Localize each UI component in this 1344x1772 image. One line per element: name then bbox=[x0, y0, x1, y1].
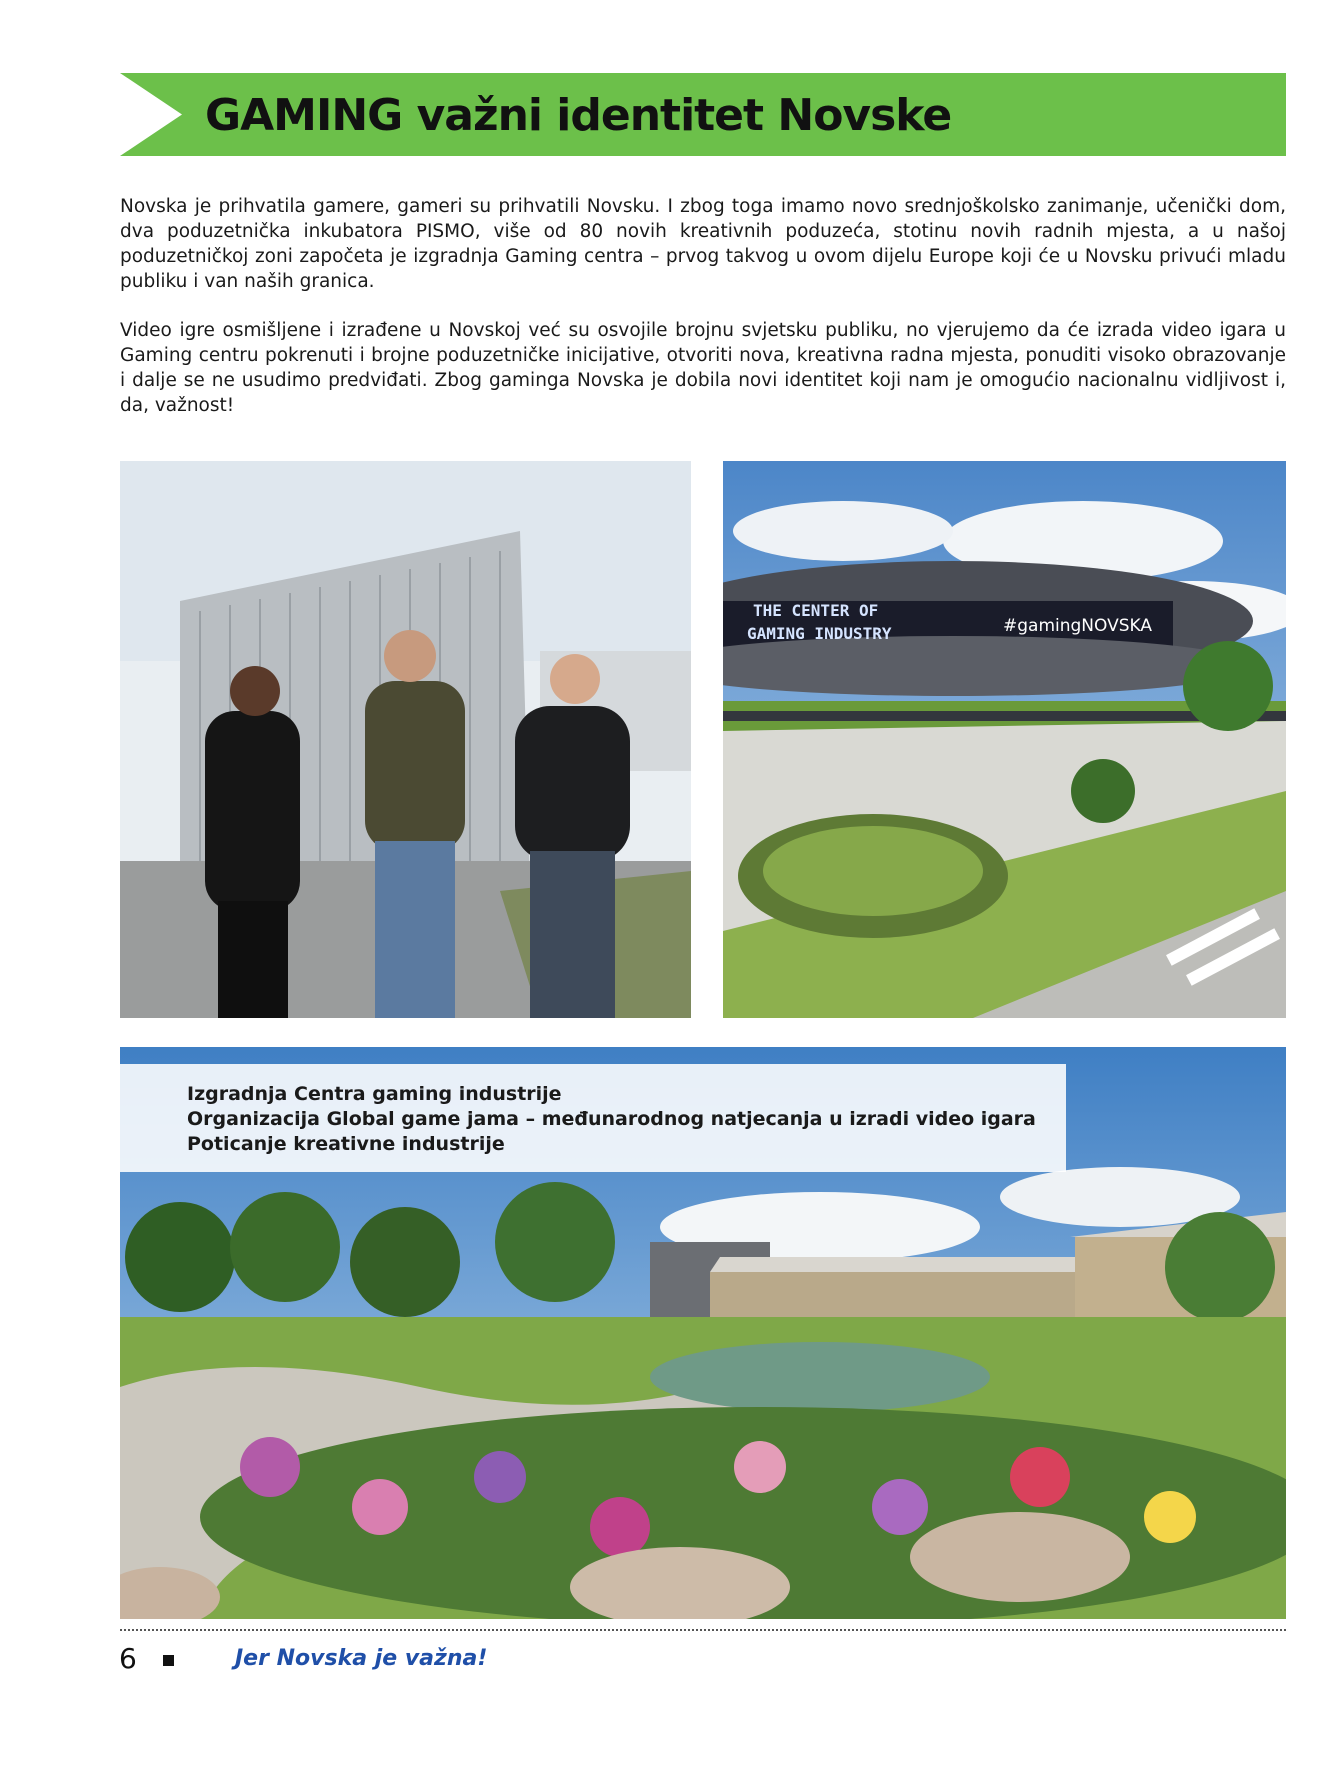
photo-people-outdoors bbox=[120, 461, 691, 1018]
intro-paragraph: Novska je prihvatila gamere, gameri su prihvatili Novsku. I zbog toga imamo novo srednjoškolsko zanimanje, učenički dom, dva poduzetnička inkubatora PISMO, više od 80 novih kreativnih poduzeća, stotinu novih radnih mjesta, a u našoj poduzetničkoj zoni započeta je izgradnja Gaming centra – prvog takvog u ovom dijelu Europe koji će u Novsku privući mladu publiku i van naših granica. bbox=[120, 196, 1286, 292]
caption-line: Poticanje kreativne industrije bbox=[187, 1133, 505, 1155]
arena-hashtag: #gamingNOVSKA bbox=[1003, 616, 1152, 636]
caption-line: Organizacija Global game jama – međunarodnog natjecanja u izradi video igara bbox=[187, 1108, 1036, 1130]
photo-arena-rendering bbox=[723, 461, 1286, 1018]
second-paragraph: Video igre osmišljene i izrađene u Novskoj već su osvojile brojnu svjetsku publiku, no vjerujemo da će izrada video igara u Gaming centru pokrenuti i brojne poduzetničke inicijative, otvoriti nova, kreativna radna mjesta, ponuditi visoko obrazovanje i dalje se ne usudimo predviđati. Zbog gaminga Novska je dobila novi identitet koji nam je omogućio nacionalnu vidljivost i, da, važnost! bbox=[120, 320, 1286, 416]
arena-sign-line-1: THE CENTER OF bbox=[753, 601, 879, 620]
page-number: 6 bbox=[119, 1642, 137, 1675]
square-bullet-icon bbox=[163, 1655, 174, 1666]
arena-illustration bbox=[723, 461, 1286, 1018]
arena-sign-line-2: GAMING INDUSTRY bbox=[747, 624, 892, 643]
people-photo-illustration bbox=[120, 461, 691, 1018]
page-title: GAMING važni identitet Novske bbox=[205, 90, 952, 141]
caption-line: Izgradnja Centra gaming industrije bbox=[187, 1083, 562, 1105]
footer-tagline: Jer Novska je važna! bbox=[235, 1646, 488, 1671]
footer-divider bbox=[120, 1629, 1286, 1631]
